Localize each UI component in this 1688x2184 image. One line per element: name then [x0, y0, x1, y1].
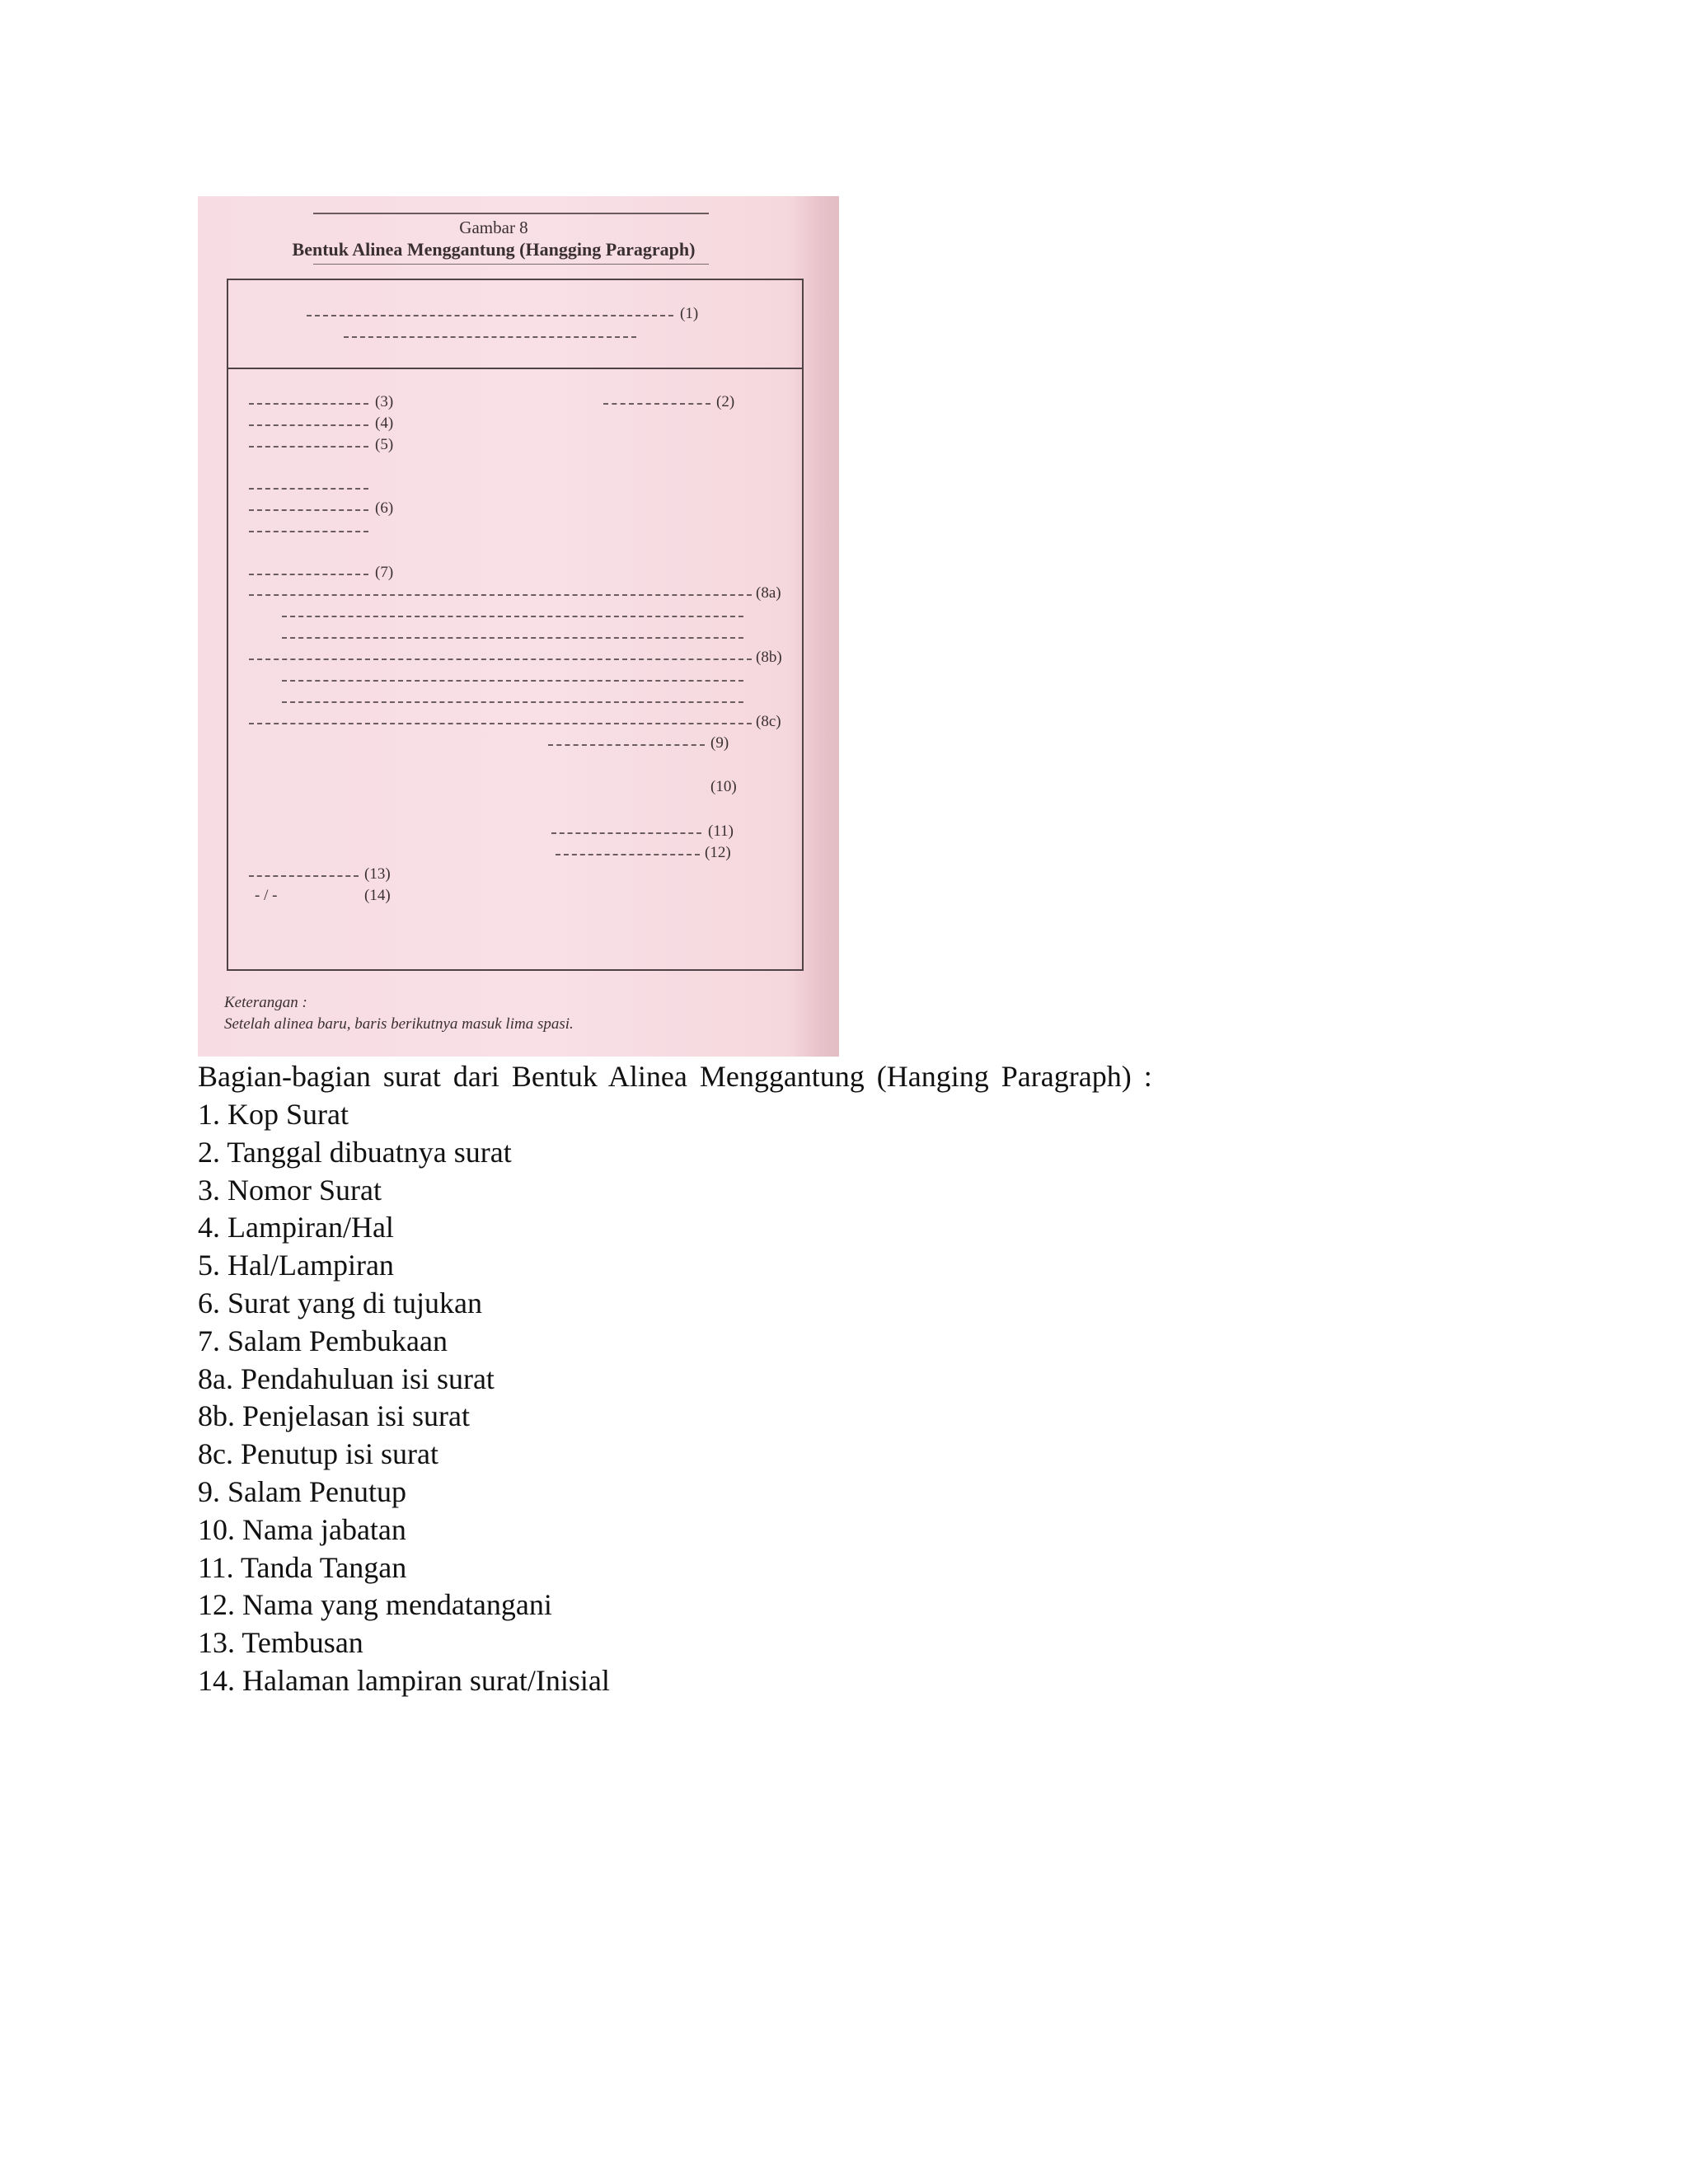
list-item: 14. Halaman lampiran surat/Inisial: [198, 1663, 610, 1697]
list-item: 13. Tembusan: [198, 1626, 363, 1660]
list-item: 9. Salam Penutup: [198, 1474, 406, 1508]
list-item: 12. Nama yang mendatangani: [198, 1588, 552, 1622]
list-item: 8b. Penjelasan isi surat: [198, 1399, 470, 1433]
line-8b-1: [249, 658, 752, 660]
list-item: 7. Salam Pembukaan: [198, 1324, 448, 1357]
letter-parts-list: [198, 1096, 610, 1700]
line-8c: [249, 723, 752, 724]
marker-13: (13): [364, 865, 391, 883]
marker-8c: (8c): [756, 713, 781, 730]
line-2: [603, 403, 710, 405]
list-item: 10. Nama jabatan: [198, 1512, 406, 1546]
marker-5: (5): [375, 436, 394, 453]
line-11: [551, 832, 701, 834]
line-13: [249, 875, 359, 877]
line-6a: [249, 488, 368, 490]
kop-line-2: [344, 336, 636, 338]
list-item: 5. Hal/Lampiran: [198, 1249, 394, 1282]
marker-7: (7): [375, 564, 394, 581]
line-12: [556, 854, 700, 855]
marker-8a: (8a): [756, 584, 781, 602]
list-item: 2. Tanggal dibuatnya surat: [198, 1135, 512, 1169]
line-9: [548, 744, 705, 746]
line-8a-3: [282, 637, 743, 639]
letter-layout-box: [227, 279, 804, 971]
line-8a-1: [249, 594, 752, 596]
marker-9: (9): [710, 734, 729, 752]
figure-note-text: Setelah alinea baru, baris berikutnya masuk lima spasi.: [224, 1015, 574, 1033]
line-6c: [249, 531, 368, 532]
kop-divider: [228, 368, 802, 369]
figure-title: Gambar 8: [459, 218, 528, 237]
line-8a-2: [282, 616, 743, 617]
slash-mark: - / -: [255, 887, 278, 904]
line-8b-2: [282, 680, 743, 682]
kop-line-1: [307, 315, 673, 316]
marker-1: (1): [680, 305, 699, 322]
list-item: 8c. Penutup isi surat: [198, 1437, 438, 1471]
list-item: 8a. Pendahuluan isi surat: [198, 1361, 495, 1395]
list-item: 6. Surat yang di tujukan: [198, 1286, 482, 1319]
marker-3: (3): [375, 393, 394, 410]
line-5: [249, 446, 368, 448]
marker-4: (4): [375, 415, 394, 432]
marker-10: (10): [710, 778, 737, 795]
marker-12: (12): [705, 844, 731, 861]
figure-top-rule: [313, 213, 709, 214]
line-4: [249, 424, 368, 426]
figure-note-heading: Keterangan :: [224, 994, 307, 1011]
figure-subtitle-rule: [313, 264, 709, 265]
list-item: 4. Lampiran/Hal: [198, 1211, 394, 1244]
intro-sentence: Bagian-bagian surat dari Bentuk Alinea Menggantung (Hanging Paragraph) :: [198, 1060, 1152, 1093]
line-3: [249, 403, 368, 405]
line-7: [249, 574, 368, 575]
marker-2: (2): [716, 393, 735, 410]
marker-14: (14): [364, 887, 391, 904]
figure-subtitle: Bentuk Alinea Menggantung (Hangging Paragraph): [292, 239, 696, 260]
line-8b-3: [282, 701, 743, 703]
list-item: 1. Kop Surat: [198, 1098, 349, 1131]
list-item: 11. Tanda Tangan: [198, 1550, 407, 1584]
line-6b: [249, 509, 368, 511]
figure-hanging-paragraph: [198, 196, 839, 1057]
marker-8b: (8b): [756, 649, 782, 666]
marker-11: (11): [708, 823, 734, 840]
marker-6: (6): [375, 499, 394, 517]
list-item: 3. Nomor Surat: [198, 1173, 382, 1207]
